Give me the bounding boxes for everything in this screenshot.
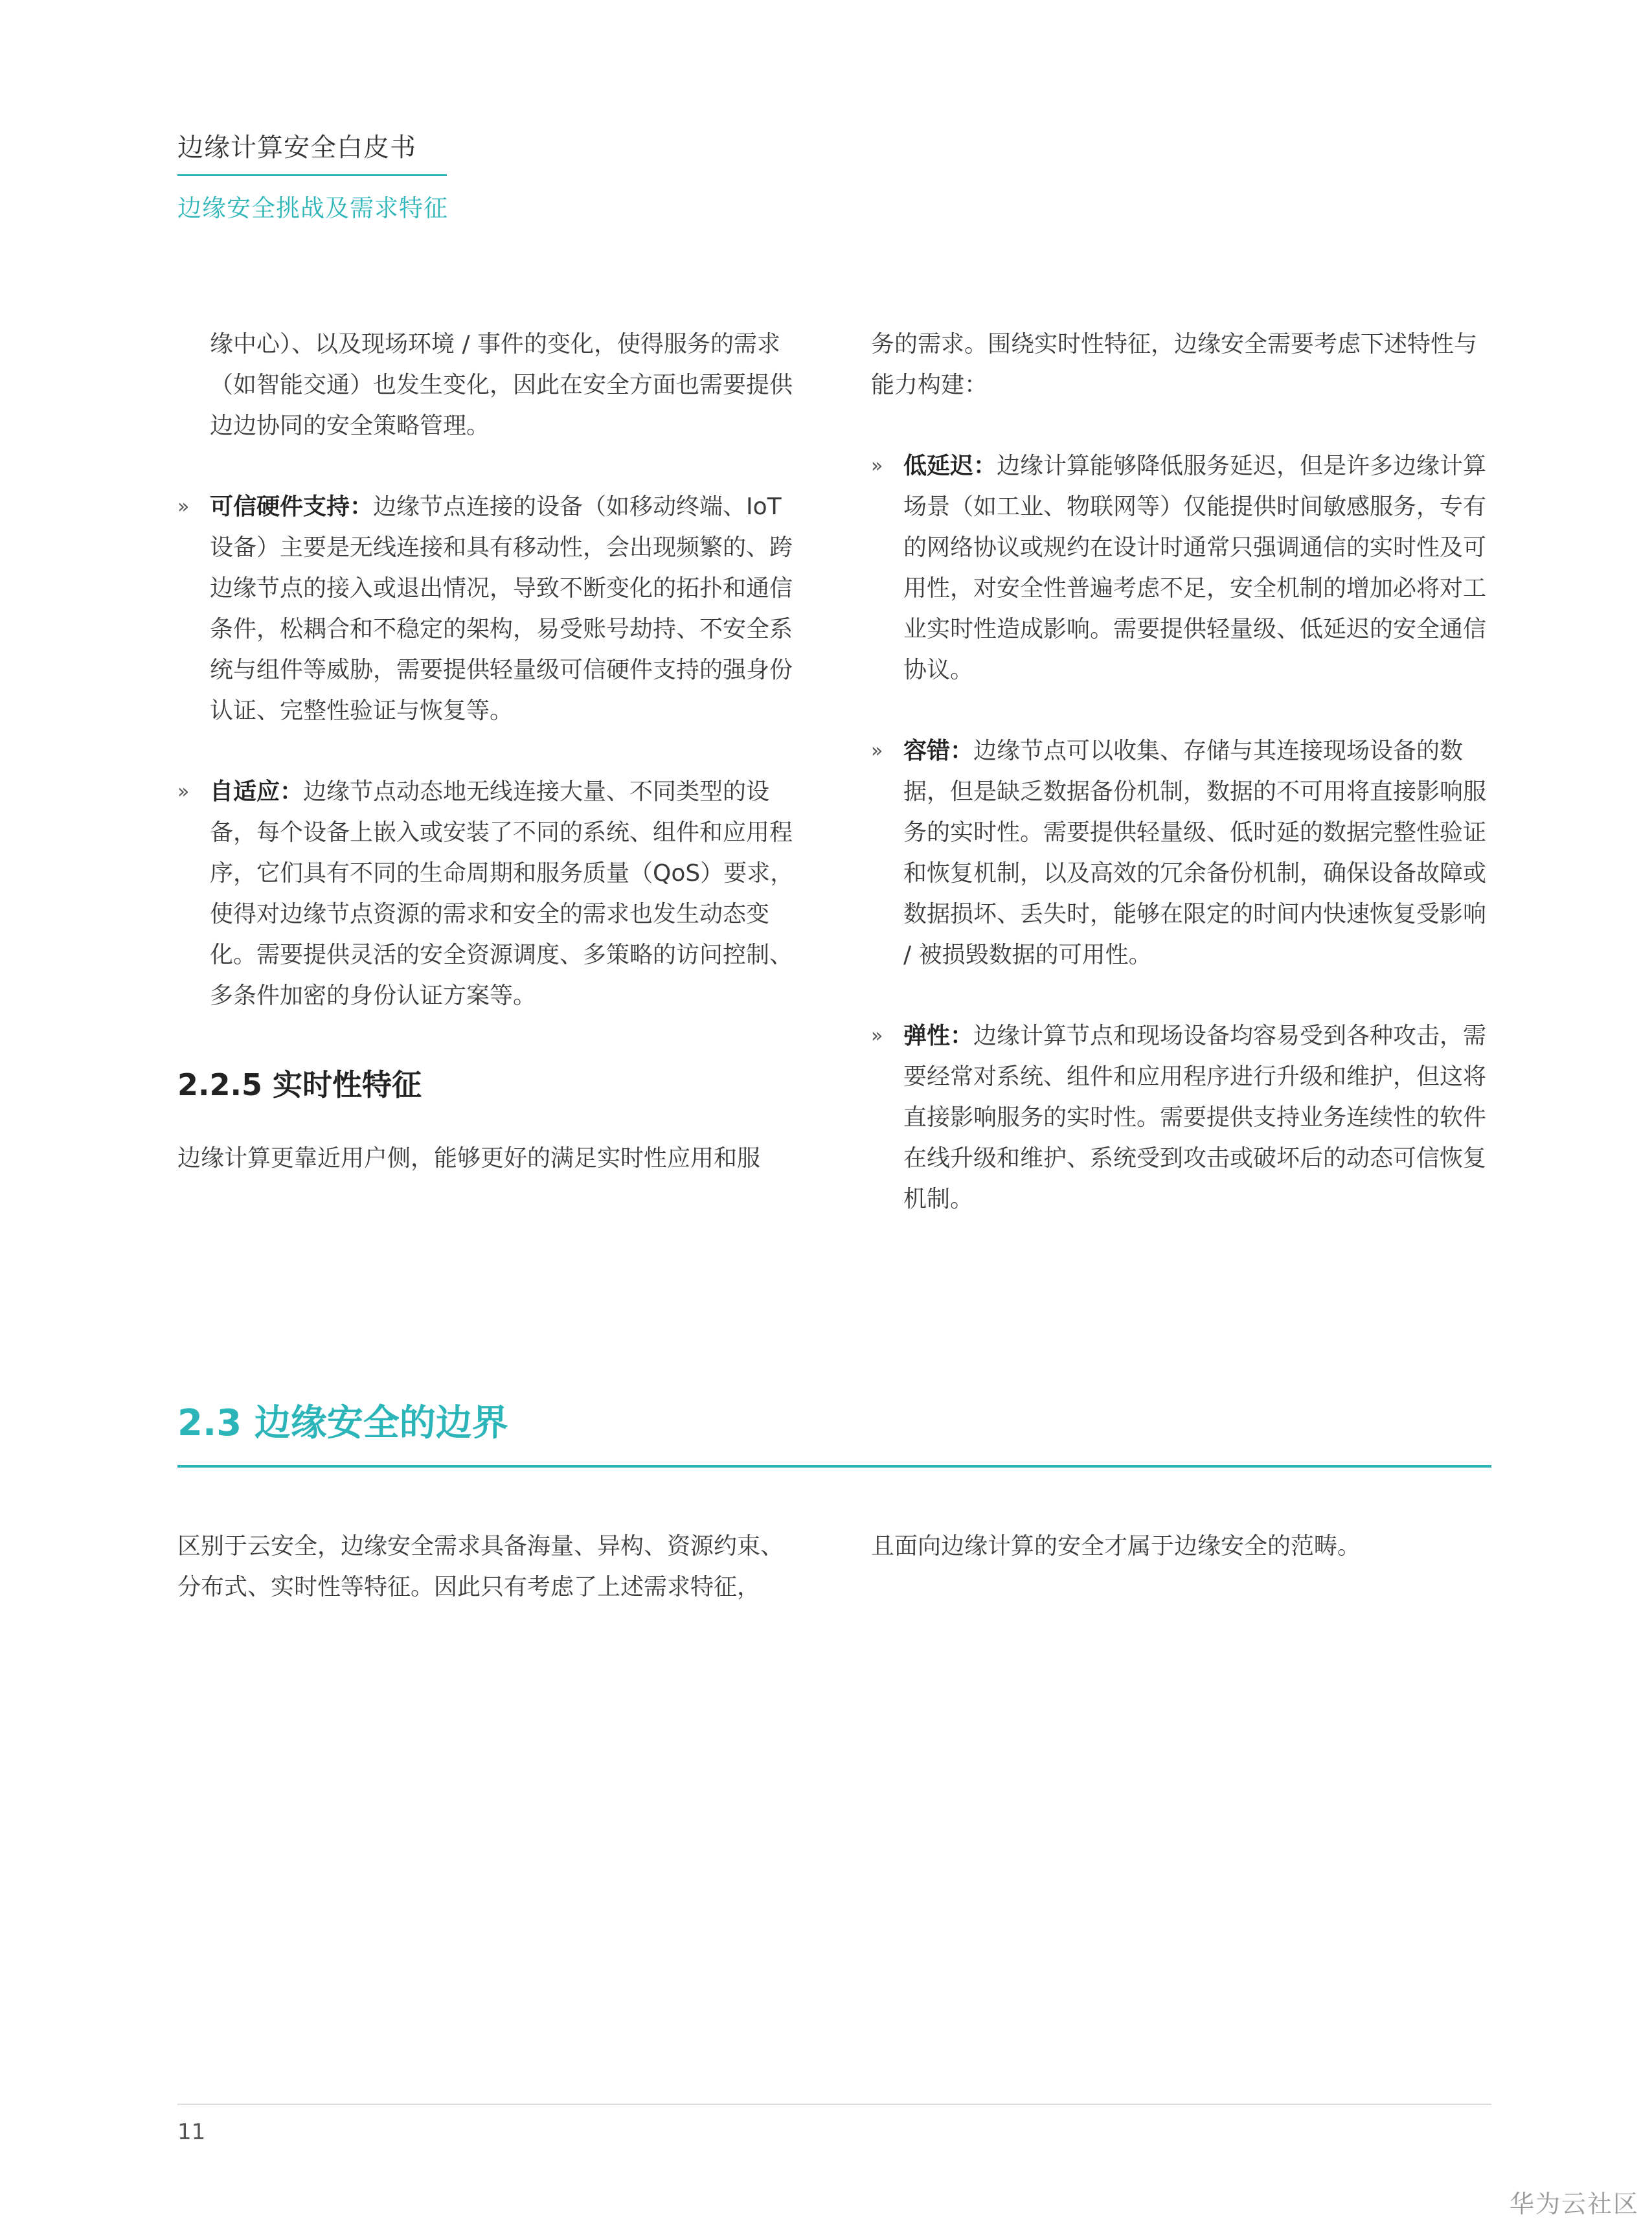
bullet-low-latency — [871, 446, 1491, 690]
continuation-paragraph: 缘中心）、以及现场环境 / 事件的变化，使得服务的需求（如智能交通）也发生变化，因此在安全方面也需要提供边边协同的安全策略管理。 — [210, 331, 793, 439]
section-2-3-right-column — [871, 1526, 1491, 1567]
bullet-text: 边缘节点动态地无线连接大量、不同类型的设备，每个设备上嵌入或安装了不同的系统、组件和应用程序，它们具有不同的生命周期和服务质量（QoS）要求，使得对边缘节点资源的需求和安全的需求也发生动态变化。需要提供灵活的安全资源调度、多策略的访问控制、多条件加密的身份认证方案等。 — [210, 778, 794, 1009]
bullet-marker-icon: » — [177, 495, 190, 518]
bullet-marker-icon: » — [871, 1025, 883, 1047]
page-number: 11 — [177, 2119, 206, 2145]
header-divider — [177, 174, 447, 176]
bullet-term: 弹性： — [903, 1023, 974, 1049]
bullet-marker-icon: » — [871, 740, 883, 762]
bullet-term: 可信硬件支持： — [210, 494, 374, 520]
left-column — [177, 324, 799, 1179]
boundary-paragraph: 区别于云安全，边缘安全需求具备海量、异构、资源约束、分布式、实时性等特征。因此只有考虑了上述需求特征， — [177, 1533, 784, 1600]
bullet-marker-icon: » — [177, 780, 190, 803]
bullet-adaptive — [177, 771, 799, 1016]
section-subtitle: 边缘安全挑战及需求特征 — [177, 194, 448, 222]
bullet-text: 边缘节点可以收集、存储与其连接现场设备的数据，但是缺乏数据备份机制，数据的不可用将直接影响服务的实时性。需要提供轻量级、低时延的数据完整性验证和恢复机制，以及高效的冗余备份机制，确保设备故障或数据损坏、丢失时，能够在限定的时间内快速恢复受影响 / 被损毁数据的可用性。 — [903, 738, 1487, 968]
boundary-paragraph-continuation: 且面向边缘计算的安全才属于边缘安全的范畴。 — [871, 1533, 1361, 1560]
document-title: 边缘计算安全白皮书 — [177, 133, 416, 163]
bullet-term: 自适应： — [210, 778, 304, 805]
bullet-marker-icon: » — [871, 455, 883, 477]
bullet-term: 容错： — [903, 738, 974, 764]
bullet-resilience — [871, 1016, 1491, 1220]
section-2-3-left-column — [177, 1526, 799, 1607]
realtime-intro-continuation: 务的需求。围绕实时性特征，边缘安全需要考虑下述特性与能力构建： — [871, 331, 1478, 398]
footer-divider — [177, 2104, 1491, 2105]
right-column — [871, 324, 1491, 1220]
bullet-term: 低延迟： — [903, 453, 997, 479]
realtime-intro-paragraph: 边缘计算更靠近用户侧，能够更好的满足实时性应用和服 — [177, 1145, 761, 1172]
heading-2-3: 2.3 边缘安全的边界 — [177, 1402, 508, 1444]
bullet-fault-tolerance — [871, 731, 1491, 975]
bullet-text: 边缘节点连接的设备（如移动终端、IoT 设备）主要是无线连接和具有移动性，会出现频繁的、跨边缘节点的接入或退出情况，导致不断变化的拓扑和通信条件，松耦合和不稳定的架构，易受账号劫持、不安全系统与组件等威胁，需要提供轻量级可信硬件支持的强身份认证、完整性验证与恢复等。 — [210, 494, 793, 724]
bullet-trusted-hardware — [177, 486, 799, 731]
heading-2-2-5: 2.2.5 实时性特征 — [177, 1067, 422, 1102]
bullet-text: 边缘计算能够降低服务延迟，但是许多边缘计算场景（如工业、物联网等）仅能提供时间敏感服务，专有的网络协议或规约在设计时通常只强调通信的实时性及可用性，对安全性普遍考虑不足，安全机制的增加必将对工业实时性造成影响。需要提供轻量级、低延迟的安全通信协议。 — [903, 453, 1487, 683]
watermark: 华为云社区 — [1509, 2190, 1639, 2218]
section-divider — [177, 1465, 1491, 1468]
bullet-text: 边缘计算节点和现场设备均容易受到各种攻击，需要经常对系统、组件和应用程序进行升级和维护，但这将直接影响服务的实时性。需要提供支持业务连续性的软件在线升级和维护、系统受到攻击或破坏后的动态可信恢复机制。 — [903, 1023, 1487, 1212]
